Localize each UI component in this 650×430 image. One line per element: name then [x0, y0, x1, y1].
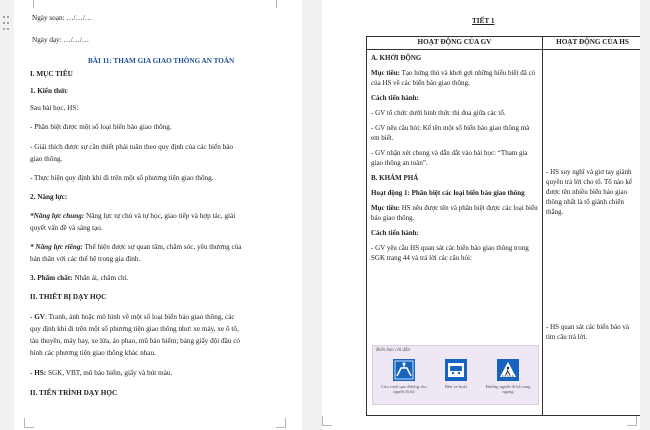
crop-mark [24, 0, 34, 8]
date-prepared: Ngày soạn: …/…/… [32, 14, 92, 22]
crop-mark [24, 418, 34, 428]
paragraph-specific-competence [30, 242, 242, 252]
heading-procedure: Cách tiến hành: [371, 229, 419, 237]
pedestrian-crossing-sign-icon [497, 359, 519, 381]
section-equipment: II. THIẾT BỊ DẠY HỌC [30, 293, 107, 301]
text: HS nêu được tên và phân biệt được các loại biển báo giao thông. [371, 204, 538, 222]
text: Thể hiện được sự quan tâm, chăm sóc, yêu thương của [82, 243, 242, 251]
pedestrian-overpass-sign-icon [393, 359, 415, 381]
paragraph: quyết vấn đề và sáng tạo. [30, 224, 103, 232]
text: SGK, VBT, mũ bảo hiểm, giấy và bút màu. [46, 369, 173, 377]
crop-mark [276, 0, 286, 8]
table-divider [542, 37, 543, 415]
heading-knowledge: 1. Kiến thức [30, 87, 68, 95]
text: Năng lực tự chủ và tự học, giao tiếp và hợp tác, giải [84, 212, 236, 220]
section-warmup: A. KHỞI ĐỘNG [371, 54, 422, 62]
section-objectives: I. MỤC TIÊU [30, 70, 73, 78]
figure-caption: Biển báo chỉ dẫn [376, 348, 411, 353]
step: - GV tổ chức dưới hình thức thi đua giữa các tổ. [371, 109, 506, 117]
heading-competence: 2. Năng lực: [30, 193, 68, 201]
sign-label: Đường người đi bộ sang ngang [485, 384, 531, 394]
column-header-teacher: HOẠT ĐỘNG CỦA GV [417, 38, 492, 46]
sign-label: Cầu vượt qua đường cho người đi bộ [381, 384, 427, 394]
column-header-student: HOẠT ĐỘNG CỦA HS [556, 38, 629, 46]
lesson-activity-table [366, 36, 640, 416]
warmup-goal [371, 68, 539, 88]
label: - GV [30, 313, 45, 321]
paragraph: - Thực hiện quy định khi đi trên một số phương tiện giao thông. [30, 174, 214, 182]
section-explore: B. KHÁM PHÁ [371, 174, 419, 182]
paragraph: tàu thuyền, máy bay, xe lửa, áo phao, mũ bảo hiểm; bảng giấy đội đầu có [30, 337, 241, 345]
document-page-right [322, 0, 640, 430]
traffic-sign-figure [372, 345, 539, 405]
crop-mark [627, 416, 637, 426]
drag-handle-icon[interactable] [3, 16, 11, 34]
paragraph: - Giải thích được sự cần thiết phải tuân theo quy định của các biển báo [30, 143, 233, 151]
paragraph: hình các phương tiện giao thông khác nhau. [30, 349, 156, 357]
lesson-title: BÀI 11: THAM GIA GIAO THÔNG AN TOÀN [88, 57, 235, 65]
label: Mục tiêu: [371, 204, 400, 212]
paragraph-quality [30, 273, 128, 283]
student-activity-1: - HS suy nghĩ và giơ tay giành quyền trả lời cho tổ. Tổ nào kể được tên nhiều biển báo giao thông nhất là tổ giành chiến thắng. [546, 168, 632, 216]
text: Tạo hứng thú và khơi gợi những hiểu biết đã có của HS về các biển báo giao thông. [371, 69, 536, 87]
paragraph: Sau bài học, HS: [30, 104, 79, 112]
step: - GV nêu câu hỏi: Kể tên một số biển báo giao thông mà em biết. [371, 124, 530, 142]
table-divider [367, 49, 640, 50]
section-process: II. TIẾN TRÌNH DẠY HỌC [30, 389, 118, 397]
paragraph-general-competence [30, 211, 235, 221]
label: * Năng lực riêng: [30, 243, 83, 251]
period-title: TIẾT 1 [472, 17, 495, 25]
teacher-activity-cell [371, 53, 539, 268]
text: : Tranh, ảnh hoặc mô hình về một số loại biển báo giao thông, các [44, 313, 235, 321]
step: - GV nhận xét chung và dẫn dắt vào bài học: “Tham gia giao thông an toàn”. [371, 149, 528, 167]
heading-procedure: Cách tiến hành: [371, 94, 419, 102]
paragraph-teacher-equipment [30, 312, 235, 322]
text: Nhân ái, chăm chỉ. [72, 274, 129, 282]
activity-title: Hoạt động 1: Phân biệt các loại biển báo giao thông [371, 189, 525, 197]
label: Mục tiêu: [371, 69, 400, 77]
label: *Năng lực chung: [30, 212, 85, 220]
paragraph: bản thân với các thế hệ trong gia đình. [30, 255, 141, 263]
label: 3. Phẩm chất: [30, 274, 73, 282]
paragraph: quy định khi đi trên một số phương tiện giao thông như: xe máy, xe ô tô, [30, 325, 239, 333]
paragraph: - Phân biệt được một số loại biển báo giao thông. [30, 123, 172, 131]
crop-mark [276, 418, 286, 428]
document-page-left [14, 0, 302, 430]
student-activity-2: - HS quan sát các biển báo và tìm câu trả lời. [546, 323, 629, 341]
bus-stop-sign-icon [445, 359, 467, 381]
sign-label: Bến xe buýt [444, 384, 468, 389]
crop-mark [322, 416, 332, 426]
paragraph-student-equipment [30, 368, 172, 378]
label: - HS: [30, 369, 47, 377]
step: - GV yêu cầu HS quan sát các biển báo giao thông trong SGK trang 44 và trả lời các câu hỏi: [371, 244, 529, 262]
paragraph: giao thông. [30, 155, 63, 163]
explore-goal [371, 203, 539, 223]
date-taught: Ngày dạy: …/…/… [32, 36, 90, 44]
